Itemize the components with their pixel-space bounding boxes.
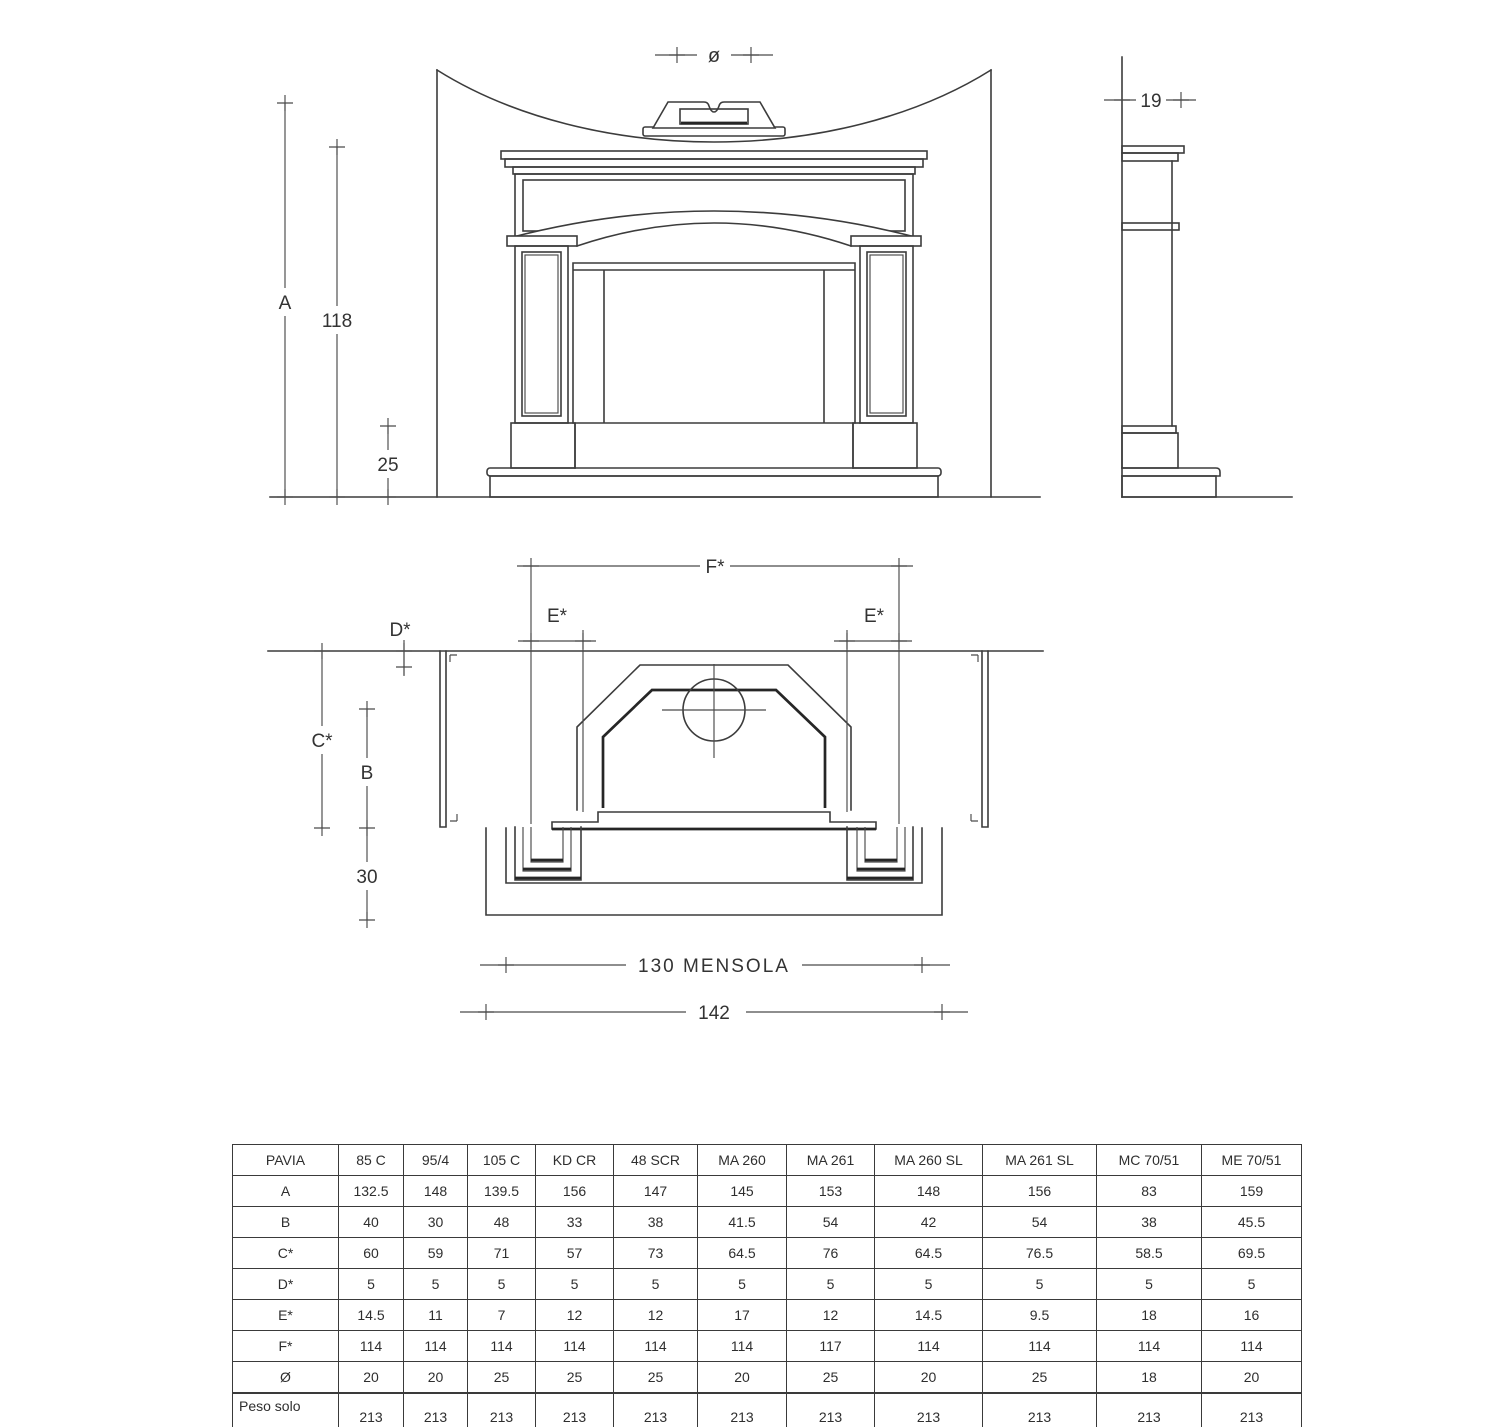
dim-label-E-left: E* <box>546 606 568 627</box>
table-cell: 12 <box>536 1300 614 1331</box>
table-cell: 20 <box>404 1362 468 1394</box>
table-cell: 114 <box>404 1331 468 1362</box>
front-elevation <box>270 45 1040 505</box>
table-cell: 213 <box>983 1393 1097 1427</box>
table-cell: 213 <box>536 1393 614 1427</box>
table-header-cell: MA 260 <box>698 1145 787 1176</box>
table-cell: 153 <box>787 1176 875 1207</box>
table-cell: 64.5 <box>875 1238 983 1269</box>
dim-label-B: B <box>360 763 374 784</box>
table-cell: 213 <box>787 1393 875 1427</box>
table-row <box>233 1176 1302 1207</box>
table-row <box>233 1300 1302 1331</box>
table-cell: 54 <box>983 1207 1097 1238</box>
dimension-25 <box>372 418 404 505</box>
table-cell: 14.5 <box>875 1300 983 1331</box>
table-row <box>233 1393 1302 1427</box>
table-cell: 83 <box>1097 1176 1202 1207</box>
table-cell: 5 <box>339 1269 404 1300</box>
table-cell: 71 <box>468 1238 536 1269</box>
table-cell: 5 <box>698 1269 787 1300</box>
hearth-base <box>487 468 941 497</box>
table-row-label: F* <box>233 1331 339 1362</box>
table-cell: 20 <box>698 1362 787 1394</box>
dim-label-F: F* <box>705 557 725 578</box>
table-header-cell: KD CR <box>536 1145 614 1176</box>
dim-label-19: 19 <box>1140 91 1162 112</box>
table-cell: 76.5 <box>983 1238 1097 1269</box>
mantel-shelf <box>501 151 927 174</box>
table-cell: 114 <box>468 1331 536 1362</box>
table-cell: 213 <box>1097 1393 1202 1427</box>
dimension-D <box>389 620 412 676</box>
table-cell: 18 <box>1097 1300 1202 1331</box>
table-cell: 38 <box>614 1207 698 1238</box>
table-cell: 139.5 <box>468 1176 536 1207</box>
table-cell: 25 <box>468 1362 536 1394</box>
table-cell: 114 <box>536 1331 614 1362</box>
dimension-19 <box>1104 88 1196 112</box>
table-row-label: A <box>233 1176 339 1207</box>
dimension-142 <box>460 998 968 1026</box>
table-cell: 48 <box>468 1207 536 1238</box>
table-row-label: C* <box>233 1238 339 1269</box>
table-cell: 20 <box>1202 1362 1302 1394</box>
table-row-label: D* <box>233 1269 339 1300</box>
table-cell: 14.5 <box>339 1300 404 1331</box>
table-cell: 25 <box>614 1362 698 1394</box>
table-cell: 42 <box>875 1207 983 1238</box>
table-cell: 114 <box>1097 1331 1202 1362</box>
table-cell: 148 <box>875 1176 983 1207</box>
table-header-cell: 85 C <box>339 1145 404 1176</box>
pilaster-cap-left <box>507 236 577 246</box>
table-cell: 213 <box>614 1393 698 1427</box>
dimensions-table-body <box>233 1145 1302 1427</box>
table-row-label: B <box>233 1207 339 1238</box>
table-header-cell: 105 C <box>468 1145 536 1176</box>
extension-lines <box>531 574 899 824</box>
pilaster-left <box>515 246 568 423</box>
flue-circle <box>662 664 766 758</box>
table-cell: 73 <box>614 1238 698 1269</box>
table-cell: 58.5 <box>1097 1238 1202 1269</box>
plinth-right <box>853 423 917 468</box>
table-cell: 213 <box>404 1393 468 1427</box>
dimension-B <box>355 701 379 836</box>
table-cell: 147 <box>614 1176 698 1207</box>
table-cell: 12 <box>787 1300 875 1331</box>
table-header-cell: MA 261 <box>787 1145 875 1176</box>
table-cell: 7 <box>468 1300 536 1331</box>
table-cell: 20 <box>875 1362 983 1394</box>
table-cell: 213 <box>698 1393 787 1427</box>
dimension-118 <box>316 139 358 505</box>
pilaster-cap-right <box>851 236 921 246</box>
table-cell: 114 <box>875 1331 983 1362</box>
side-profile <box>1122 146 1292 497</box>
dimension-mensola-130 <box>480 951 950 979</box>
table-header-cell: ME 70/51 <box>1202 1145 1302 1176</box>
firebox-opening <box>573 263 855 468</box>
dimension-E-left <box>518 606 596 649</box>
dimension-A <box>271 95 299 505</box>
dim-label-D: D* <box>389 620 411 641</box>
table-header-cell: 95/4 <box>404 1145 468 1176</box>
table-row <box>233 1331 1302 1362</box>
table-row <box>233 1207 1302 1238</box>
table-cell: 54 <box>787 1207 875 1238</box>
table-cell: 17 <box>698 1300 787 1331</box>
table-cell: 76 <box>787 1238 875 1269</box>
dim-label-C: C* <box>311 731 333 752</box>
table-cell: 213 <box>875 1393 983 1427</box>
table-cell: 5 <box>1202 1269 1302 1300</box>
dim-label-E-right: E* <box>863 606 885 627</box>
dimension-30 <box>351 828 383 928</box>
dim-label-mensola: 130 MENSOLA <box>638 956 790 977</box>
table-cell: 213 <box>1202 1393 1302 1427</box>
table-cell: 5 <box>614 1269 698 1300</box>
table-cell: 25 <box>787 1362 875 1394</box>
table-header-cell: MA 261 SL <box>983 1145 1097 1176</box>
table-cell: 30 <box>404 1207 468 1238</box>
table-cell: 5 <box>787 1269 875 1300</box>
table-row <box>233 1238 1302 1269</box>
table-cell: 57 <box>536 1238 614 1269</box>
dim-label-diameter: ø <box>707 45 721 67</box>
table-cell: 156 <box>536 1176 614 1207</box>
table-cell: 5 <box>468 1269 536 1300</box>
table-row-label: E* <box>233 1300 339 1331</box>
plan-pilaster-section-right <box>847 827 913 880</box>
table-cell: 5 <box>875 1269 983 1300</box>
table-cell: 69.5 <box>1202 1238 1302 1269</box>
chimney-collar <box>643 102 785 136</box>
table-cell: 5 <box>983 1269 1097 1300</box>
table-cell: 38 <box>1097 1207 1202 1238</box>
table-cell: 11 <box>404 1300 468 1331</box>
table-cell: 16 <box>1202 1300 1302 1331</box>
dim-label-30: 30 <box>356 867 378 888</box>
table-header-model: PAVIA <box>233 1145 339 1176</box>
table-cell: 25 <box>983 1362 1097 1394</box>
dimension-flue-diameter <box>655 45 773 67</box>
table-cell: 20 <box>339 1362 404 1394</box>
table-cell: 5 <box>536 1269 614 1300</box>
table-cell: 114 <box>698 1331 787 1362</box>
table-row-label: Ø <box>233 1362 339 1394</box>
table-cell: 18 <box>1097 1362 1202 1394</box>
table-cell: 148 <box>404 1176 468 1207</box>
table-cell: 5 <box>404 1269 468 1300</box>
table-cell: 45.5 <box>1202 1207 1302 1238</box>
table-row <box>233 1269 1302 1300</box>
dimension-F <box>517 553 913 579</box>
plan-mensola-strip <box>552 812 876 829</box>
dimension-E-right <box>834 606 912 649</box>
table-cell: 213 <box>339 1393 404 1427</box>
table-cell: 114 <box>339 1331 404 1362</box>
dim-label-142: 142 <box>698 1003 730 1024</box>
table-cell: 12 <box>614 1300 698 1331</box>
table-row <box>233 1362 1302 1394</box>
table-cell: 213 <box>468 1393 536 1427</box>
plinth-left <box>511 423 575 468</box>
table-cell: 64.5 <box>698 1238 787 1269</box>
dim-label-A: A <box>278 293 292 314</box>
table-cell: 114 <box>983 1331 1097 1362</box>
dim-label-25: 25 <box>377 455 399 476</box>
table-header-cell: MA 260 SL <box>875 1145 983 1176</box>
plan-pilaster-section-left <box>515 827 581 880</box>
table-cell: 33 <box>536 1207 614 1238</box>
table-cell: 132.5 <box>339 1176 404 1207</box>
table-cell: 9.5 <box>983 1300 1097 1331</box>
plan-mensola-outline <box>506 828 922 883</box>
table-cell: 5 <box>1097 1269 1202 1300</box>
table-header-cell: MC 70/51 <box>1097 1145 1202 1176</box>
table-cell: 145 <box>698 1176 787 1207</box>
pilaster-right <box>860 246 913 423</box>
dim-label-118: 118 <box>321 311 353 332</box>
dimension-C <box>304 643 340 836</box>
table-cell: 59 <box>404 1238 468 1269</box>
table-header-row <box>233 1145 1302 1176</box>
table-cell: 25 <box>536 1362 614 1394</box>
table-cell: 41.5 <box>698 1207 787 1238</box>
table-cell: 114 <box>1202 1331 1302 1362</box>
table-cell: 156 <box>983 1176 1097 1207</box>
table-row-label: Peso solo <box>233 1393 339 1427</box>
side-view <box>1104 57 1292 497</box>
dimensions-table <box>232 1144 1302 1427</box>
table-header-cell: 48 SCR <box>614 1145 698 1176</box>
table-cell: 117 <box>787 1331 875 1362</box>
table-cell: 114 <box>614 1331 698 1362</box>
table-cell: 40 <box>339 1207 404 1238</box>
plan-view <box>268 553 1043 1026</box>
table-cell: 159 <box>1202 1176 1302 1207</box>
table-cell: 60 <box>339 1238 404 1269</box>
